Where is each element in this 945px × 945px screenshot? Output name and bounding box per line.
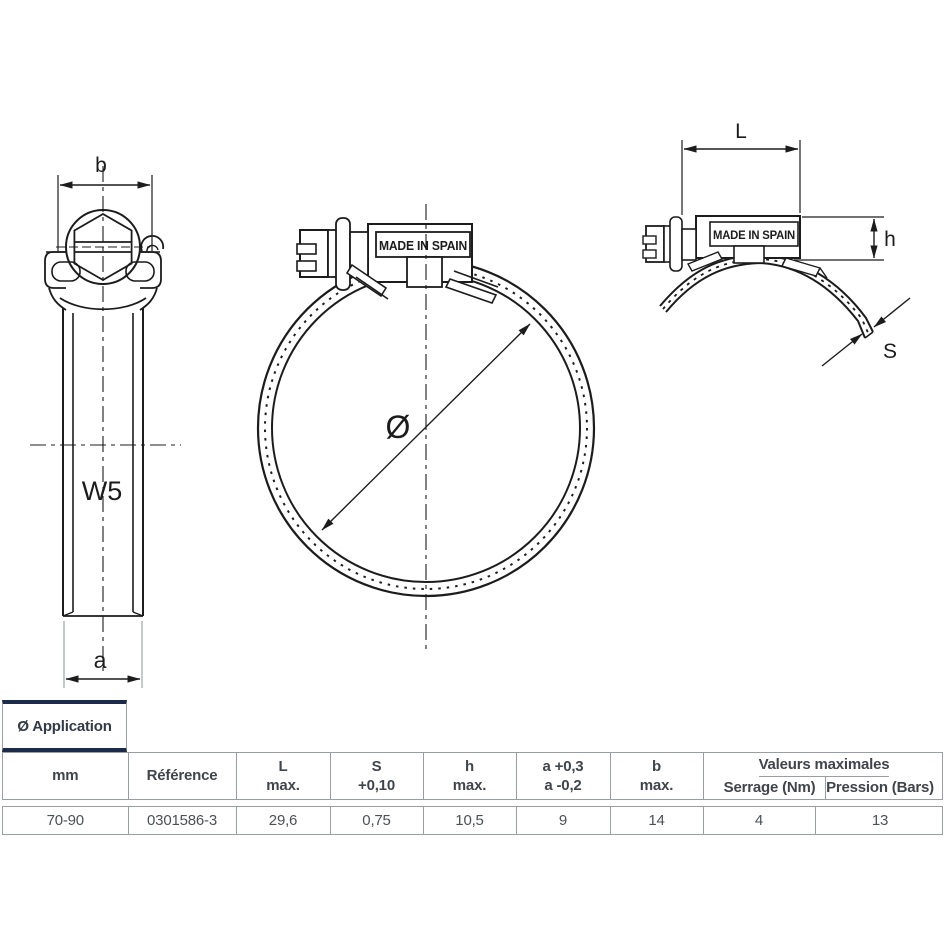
cell-L: 29,6	[237, 807, 331, 834]
left-ear	[45, 252, 66, 288]
sub-header-pression: Pression (Bars)	[826, 779, 934, 796]
sub-header-serrage: Serrage (Nm)	[714, 777, 826, 800]
screw-collar	[336, 218, 350, 290]
cell-b: 14	[611, 807, 704, 834]
col-header-line: max.	[452, 777, 487, 794]
cell-reference: 0301586-3	[129, 807, 237, 834]
col-header-line: S	[371, 757, 382, 775]
col-header-line: mm	[52, 767, 79, 785]
dim-label-a: a	[93, 647, 107, 673]
col-header-line: L	[278, 757, 288, 775]
spec-table	[2, 700, 943, 835]
diameter-label: Ø	[385, 409, 411, 445]
dim-label-L: L	[735, 120, 747, 143]
col-header-mm	[3, 753, 129, 799]
table-corner-header: Ø Application	[2, 700, 127, 752]
housing-tab	[407, 257, 442, 287]
side-made-in-label: MADE IN SPAIN	[713, 230, 795, 242]
dim-label-S: S	[882, 340, 898, 363]
front-view	[30, 154, 181, 688]
col-header-line: max.	[639, 777, 674, 794]
cell-h: 10,5	[424, 807, 517, 834]
cell-serrage: 4	[704, 807, 816, 834]
ring-view	[258, 204, 594, 653]
col-header-b	[611, 753, 704, 799]
col-header-a	[517, 753, 611, 799]
table-data-row	[2, 806, 943, 835]
col-header-line: b	[652, 757, 661, 775]
side-housing-tab	[734, 246, 764, 263]
band-material-label: W5	[81, 476, 123, 506]
col-header-L	[237, 753, 331, 799]
col-header-valeurs-maximales	[704, 753, 945, 799]
col-header-line: a +0,3	[542, 757, 584, 775]
group-header: Valeurs maximales	[759, 753, 890, 777]
made-in-label: MADE IN SPAIN	[379, 238, 467, 253]
dim-line-S1	[822, 334, 862, 366]
col-header-reference	[129, 753, 237, 799]
dim-line-S2	[874, 298, 910, 327]
cell-pression: 13	[871, 812, 889, 829]
col-header-line: h	[465, 757, 474, 775]
col-header-line: Référence	[146, 767, 218, 785]
table-header-row	[2, 752, 943, 800]
dim-label-b: b	[95, 154, 107, 177]
side-screw-collar	[670, 217, 682, 271]
cell-a: 9	[517, 807, 611, 834]
col-header-line: +0,10	[358, 777, 395, 794]
side-view	[643, 120, 910, 366]
col-header-line: max.	[266, 777, 300, 794]
col-header-line: a -0,2	[544, 777, 582, 794]
cell-S: 0,75	[331, 807, 424, 834]
col-header-S	[331, 753, 424, 799]
cell-application: 70-90	[3, 807, 129, 834]
dim-label-h: h	[884, 228, 896, 251]
right-ear	[140, 252, 161, 288]
col-header-h	[424, 753, 517, 799]
